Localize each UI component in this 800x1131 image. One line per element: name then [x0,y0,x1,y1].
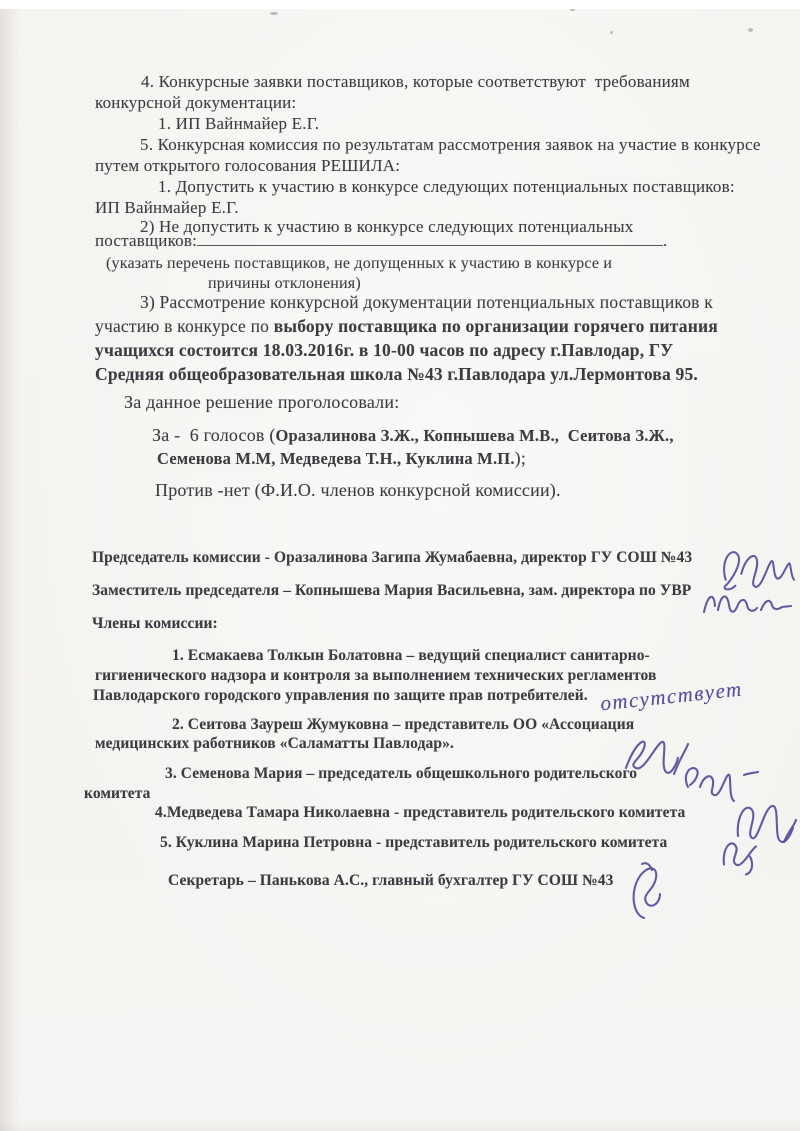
members-heading: Члены комиссии: [92,615,218,632]
decision3-line2-bold: выбору поставщика по организации горячего питания [273,316,718,336]
scan-edge-bottom [0,1121,800,1131]
handwritten-absent-note: отсутствует [599,676,744,716]
blank-underline [197,231,663,246]
decision3-line2 [95,316,718,337]
decision2-label: поставщиков: [95,231,198,250]
scan-speck [748,28,753,32]
vote-for-line1 [152,425,674,446]
member3-line1: 3. Семенова Мария – председатель общешкольного родительского [165,765,638,782]
vote-for-names2: Семенова М.М, Медведева Т.Н., Куклина М.П. [157,449,515,468]
member3-line2: комитета [84,785,151,802]
decision2-note2: причины отклонения) [208,275,361,292]
scan-speck [270,12,278,15]
vote-for-line2 [157,448,526,469]
scan-speck [610,31,613,34]
member2-line1: 2. Сеитова Зауреш Жумуковна – представитель ОО «Ассоциация [172,716,635,733]
para5-line2: путем открытого голосования РЕШИЛА: [95,156,401,175]
decision2-line1: 2) Не допустить к участию в конкурсе следующих потенциальных [140,217,634,236]
vote-for-prefix: За - 6 голосов ( [152,425,276,445]
decision3-line3: учащихся состоится 18.03.2016г. в 10-00 часов по адресу г.Павлодар, ГУ [95,340,674,360]
decision1-line2: ИП Вайнмайер Е.Г. [95,198,239,217]
secretary-signature-icon [622,856,670,924]
member1-line2: гигиенического надзора и контроля за выполнением технических регламентов [95,667,657,684]
deputy-line: Заместитель председателя – Копнышева Мария Васильевна, зам. директора по УВР [92,582,692,599]
decision2-line2 [95,231,667,251]
member5-line: 5. Куклина Марина Петровна - представитель родительского комитета [160,834,668,851]
secretary-line: Секретарь – Панькова А.С., главный бухгалтер ГУ СОШ №43 [168,872,614,889]
member1-line1: 1. Есмакаева Толкын Болатовна – ведущий специалист санитарно- [172,647,650,664]
deputy-signature-icon [698,580,793,625]
member5-signature-icon [714,830,766,876]
voted-intro: За данное решение проголосовали: [124,392,400,412]
para4-line1: 4. Конкурсные заявки поставщиков, которые соответствуют требованиям [141,72,690,91]
member2-line2: медицинских работников «Саламатты Павлодар». [95,735,454,752]
decision3-line1: 3) Рассмотрение конкурсной документации потенциальных поставщиков к [140,292,713,312]
member4-line: 4.Медведева Тамара Николаевна - представитель родительского комитета [155,804,686,821]
scan-edge-left [0,9,20,1131]
decision2-period: . [663,231,668,250]
member1-line3: Павлодарского городского управления по защите прав потребителей. [93,687,588,704]
supplier-item-1: 1. ИП Вайнмайер Е.Г. [158,114,320,133]
decision2-note1: (указать перечень поставщиков, не допущенных к участию в конкурсе и [106,255,613,272]
vote-for-suffix: ); [514,448,527,468]
chairman-line: Председатель комиссии - Оразалинова Загипа Жумабаевна, директор ГУ СОШ №43 [92,549,693,566]
decision3-line4: Средняя общеобразовательная школа №43 г.Павлодара ул.Лермонтова 95. [95,364,698,384]
para4-line2: конкурсной документации: [95,93,297,112]
scan-edge-top [0,0,800,9]
decision3-line2-regular: участию в конкурсе по [95,316,274,336]
para5-line1: 5. Конкурсная комиссия по результатам рассмотрения заявок на участие в конкурсе [140,135,761,154]
vote-for-names1: Оразалинова З.Ж., Копнышева М.В., Сеитова З.Ж., [275,426,674,445]
scan-speck [570,9,575,11]
decision1-line1: 1. Допустить к участию в конкурсе следующих потенциальных поставщиков: [158,177,735,196]
vote-against: Против -нет (Ф.И.О. членов конкурсной комиссии). [155,480,561,500]
